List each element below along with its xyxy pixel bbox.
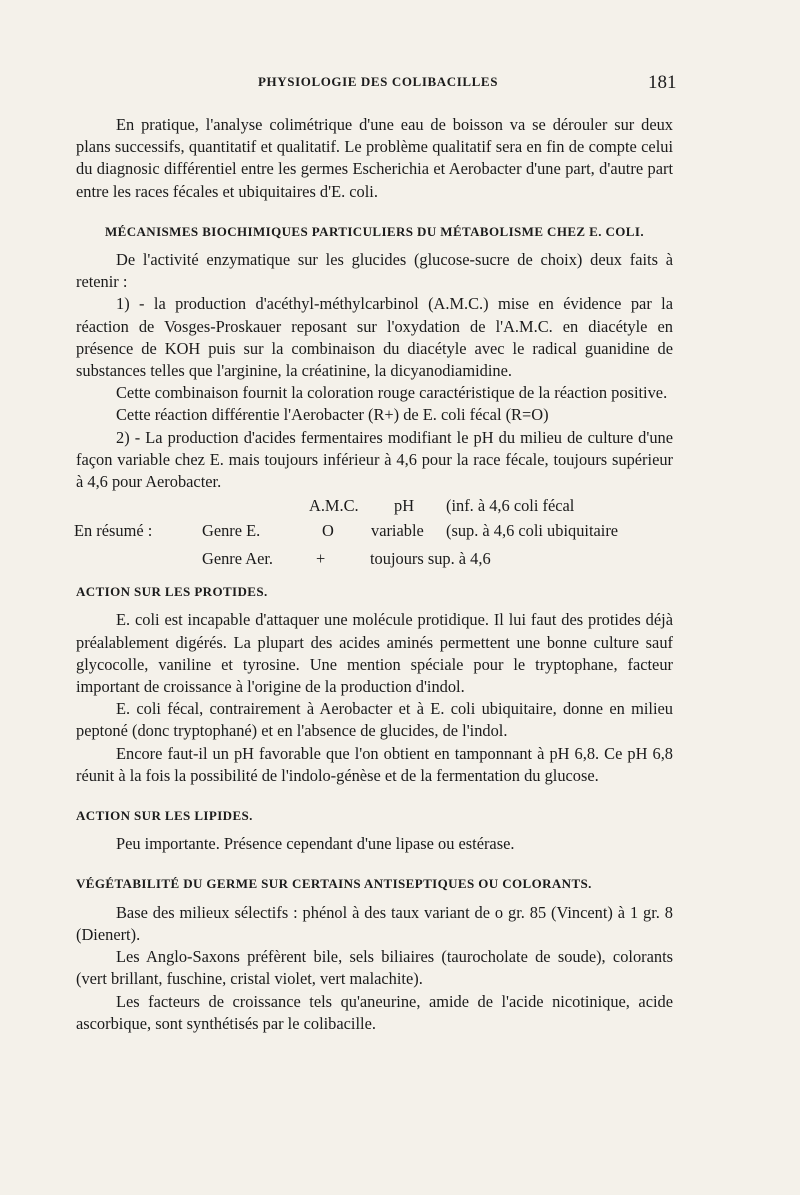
vegetabilite-paragraph-2: Les Anglo-Saxons préfèrent bile, sels biliaires (taurocholate de soude), colorants (vert brillant, fuschine, cristal violet, vert malachite). bbox=[76, 947, 673, 989]
summary-row3-genus: Genre Aer. bbox=[202, 549, 273, 569]
summary-row3-amc: + bbox=[316, 549, 326, 569]
mecanismes-item-1-c: Cette réaction différentie l'Aerobacter (R+) de E. coli fécal (R=O) bbox=[116, 405, 549, 425]
section-heading-mecanismes: MÉCANISMES BIOCHIMIQUES PARTICULIERS DU MÉTABOLISME CHEZ E. COLI. bbox=[104, 223, 644, 239]
lipides-paragraph: Peu importante. Présence cependant d'une lipase ou estérase. bbox=[116, 834, 515, 854]
page-body bbox=[76, 114, 673, 1035]
vegetabilite-paragraph-3: Les facteurs de croissance tels qu'aneurine, amide de l'acide nicotinique, acide ascorbique, sont synthétisés par le colibacille. bbox=[76, 991, 673, 1033]
page-number: 181 bbox=[648, 72, 677, 93]
summary-row2-genus: Genre E. bbox=[202, 521, 261, 541]
protides-paragraph-2: E. coli fécal, contrairement à Aerobacter et à E. coli ubiquitaire, donne en milieu peptoné (donc tryptophané) et en l'absence de glucides, de l'indol. bbox=[76, 699, 673, 741]
summary-row2-note: (sup. à 4,6 coli ubiquitaire bbox=[446, 521, 619, 541]
summary-row3-ph: toujours sup. à 4,6 bbox=[370, 549, 491, 569]
intro-paragraph: En pratique, l'analyse colimétrique d'une eau de boisson va se dérouler sur deux plans successifs, quantitatif et qualitatif. Le problème qualitatif sera en fin de compte celui du diagnosic différentiel entre les germes Escherichia et Aerobacter d'une part, d'autre part entre les races fécales et ubiquitaires d'E. coli. bbox=[76, 115, 673, 201]
summary-row2-amc: O bbox=[322, 521, 334, 541]
section-heading-protides: ACTION SUR LES PROTIDES. bbox=[76, 584, 268, 600]
summary-row1-note: (inf. à 4,6 coli fécal bbox=[446, 496, 575, 516]
section-heading-lipides: ACTION SUR LES LIPIDES. bbox=[76, 808, 253, 824]
vegetabilite-paragraph-1: Base des milieux sélectifs : phénol à des taux variant de o gr. 85 (Vincent) à 1 gr. 8 (Dienert). bbox=[76, 902, 673, 944]
section-heading-vegetabilite: VÉGÉTABILITÉ DU GERME SUR CERTAINS ANTISEPTIQUES OU COLORANTS. bbox=[76, 876, 592, 892]
protides-paragraph-3: Encore faut-il un pH favorable que l'on obtient en tamponnant à pH 6,8. Ce pH 6,8 réunit à la fois la possibilité de l'indolo-génèse et de la fermentation du glucose. bbox=[76, 743, 673, 785]
page-header bbox=[0, 72, 800, 98]
summary-table bbox=[76, 495, 673, 571]
mecanismes-item-2: 2) - La production d'acides fermentaires modifiant le pH du milieu de culture d'une façon variable chez E. mais toujours inférieur à 4,6 pour la race fécale, toujours supérieur à 4,6 pour Aerobacter. bbox=[76, 427, 673, 492]
mecanismes-item-1: 1) - la production d'acéthyl-méthylcarbinol (A.M.C.) mise en évidence par la réaction de Vosges-Proskauer reposant sur l'oxydation de l'A.M.C. en diacétyle en présence de KOH puis sur la combinaison du diacétyle avec le radical guanidine de substances telles que l'arginine, la créatinine, la dicyanodiamidine. bbox=[76, 294, 673, 381]
running-title: PHYSIOLOGIE DES COLIBACILLES bbox=[258, 74, 499, 89]
summary-row2-ph: variable bbox=[371, 521, 424, 541]
mecanismes-intro: De l'activité enzymatique sur les glucides (glucose-sucre de choix) deux faits à retenir : bbox=[76, 250, 673, 292]
summary-label: En résumé : bbox=[74, 521, 153, 541]
summary-header-amc: A.M.C. bbox=[309, 496, 359, 516]
summary-header-ph: pH bbox=[394, 496, 415, 516]
mecanismes-item-1-b: Cette combinaison fournit la coloration rouge caractéristique de la réaction positive. bbox=[116, 383, 668, 403]
protides-paragraph-1: E. coli est incapable d'attaquer une molécule protidique. Il lui faut des protides déjà préalablement digérés. La plupart des acides aminés permettent une bonne culture sauf glycocolle, vaniline et tyrosine. Une mention spéciale pour le tryptophane, facteur important de croissance à l'origine de la production d'indol. bbox=[76, 610, 673, 697]
